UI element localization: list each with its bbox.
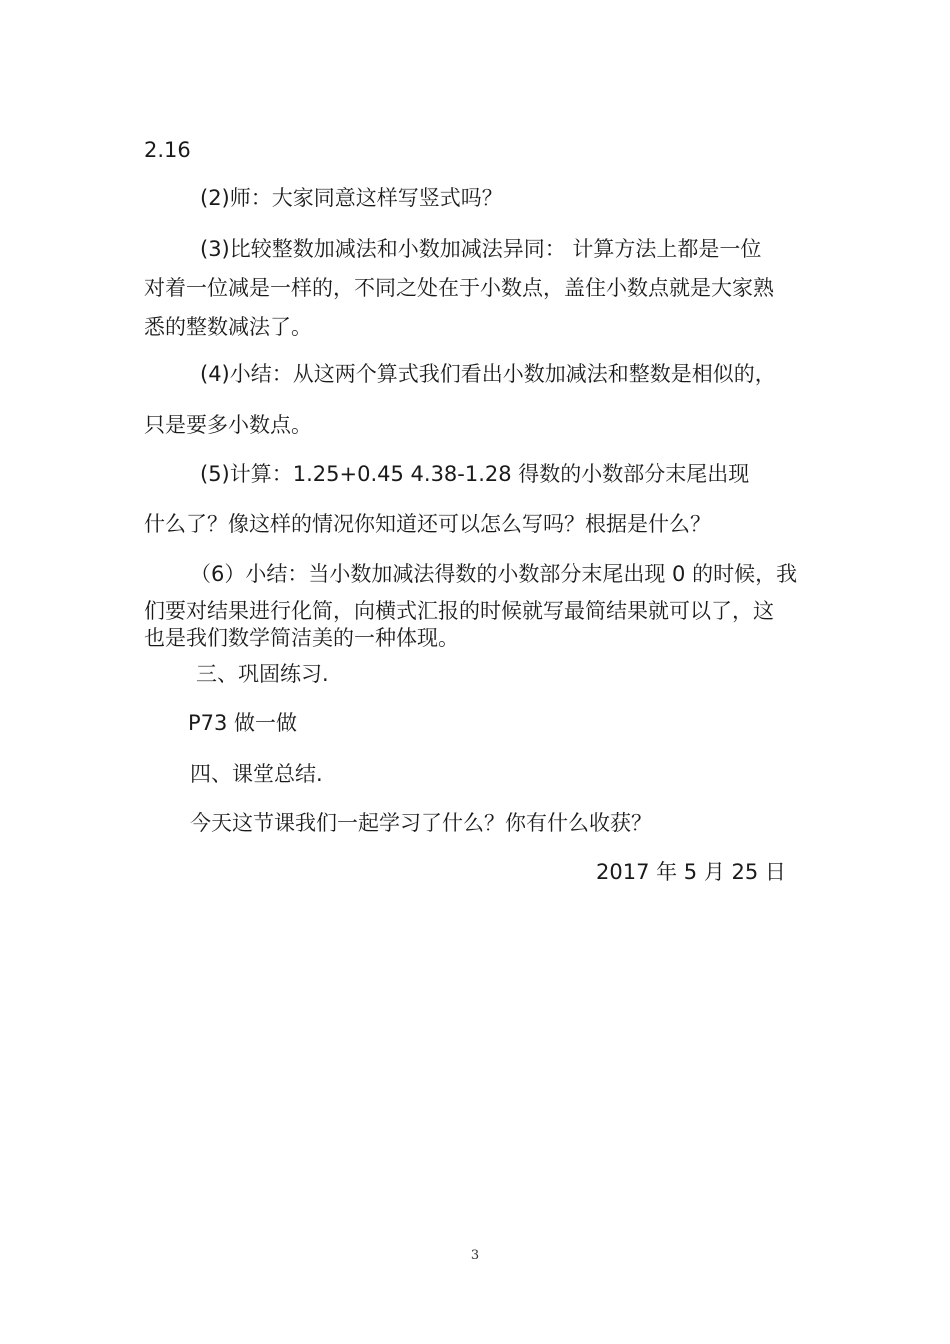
- text-line: 对着一位减是一样的，不同之处在于小数点，盖住小数点就是大家熟: [144, 276, 774, 300]
- page-number: 3: [470, 1248, 480, 1263]
- section-heading: 三、巩固练习.: [196, 662, 329, 686]
- section-heading: 四、课堂总结.: [190, 762, 323, 786]
- text-line: (4)小结：从这两个算式我们看出小数加减法和整数是相似的，: [200, 362, 776, 386]
- text-line: (3)比较整数加减法和小数加减法异同： 计算方法上都是一位: [200, 237, 762, 261]
- text-line: 今天这节课我们一起学习了什么？你有什么收获？: [190, 811, 652, 835]
- text-line: （6）小结：当小数加减法得数的小数部分末尾出现 0 的时候，我: [190, 562, 798, 586]
- text-line: (2)师：大家同意这样写竖式吗？: [200, 186, 503, 210]
- text-line: 悉的整数减法了。: [144, 315, 312, 339]
- date-line: 2017 年 5 月 25 日: [596, 860, 786, 884]
- text-line: 什么了？像这样的情况你知道还可以怎么写吗？根据是什么？: [144, 512, 711, 536]
- text-line: 只是要多小数点。: [144, 413, 312, 437]
- text-line: 也是我们数学简洁美的一种体现。: [144, 626, 459, 650]
- text-line: 2.16: [144, 138, 191, 162]
- text-line: P73 做一做: [188, 711, 298, 735]
- text-line: (5)计算：1.25+0.45 4.38-1.28 得数的小数部分末尾出现: [200, 462, 750, 486]
- text-line: 们要对结果进行化简，向横式汇报的时候就写最简结果就可以了，这: [144, 599, 774, 623]
